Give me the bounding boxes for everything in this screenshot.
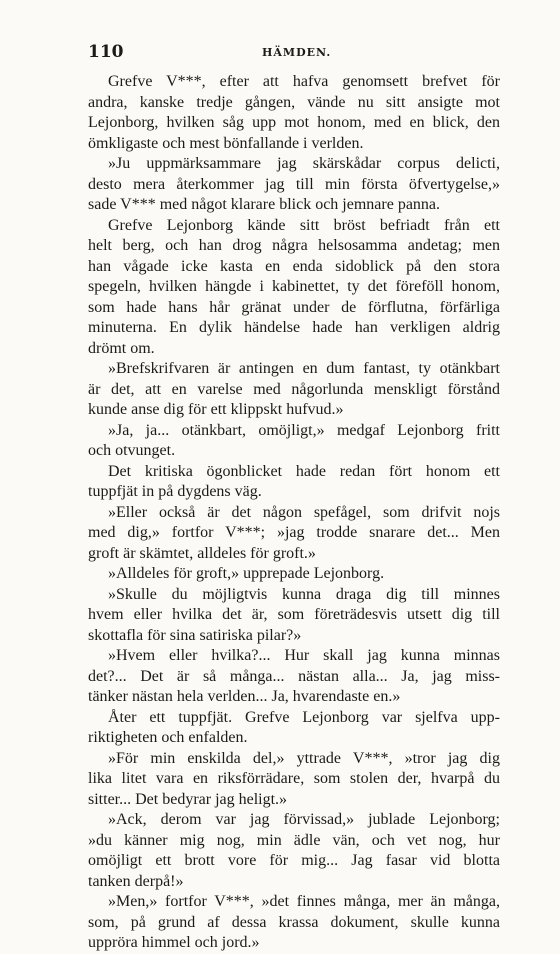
text-line: helt berg, och han drog några helsosamma andetag; men <box>88 237 500 254</box>
text-line: lika litet vara en riksförrädare, som stolen der, hvarpå du <box>88 770 500 787</box>
text-line: minuterna. En dylik händelse hade han verkligen aldrig <box>88 319 500 336</box>
text-line: med dig,» fortfor V***; »jag trodde snarare det... Men <box>88 524 500 541</box>
text-line: groft är skämtet, alldeles för groft.» <box>88 544 316 562</box>
text-line: »Eller också är det någon spefågel, som drifvit nojs <box>108 503 500 521</box>
text-line: är det, att en varelse med någorlunda menskligt förstånd <box>88 380 500 398</box>
text-line: han vågade icke kasta en enda sidoblick på den stora <box>88 257 500 275</box>
text-line: riktigheten och enfalden. <box>88 729 248 746</box>
text-line: kunde anse dig för ett klippskt hufvud.» <box>88 401 344 418</box>
text-line: och otvunget. <box>88 442 176 459</box>
page-header <box>0 42 560 64</box>
text-line: »För min enskilda del,» yttrade V***, »tror jag dig <box>108 749 500 767</box>
text-line: tanken derpå!» <box>88 872 184 890</box>
text-line: desto mera återkommer jag till min första öfvertygelse,» <box>88 175 500 193</box>
body-text <box>88 72 500 954</box>
text-line: Grefve Lejonborg kände sitt bröst befriadt från ett <box>108 216 500 234</box>
text-line: sitter... Det bedyrar jag heligt.» <box>88 790 288 808</box>
text-line: tuppfjät in på dygdens väg. <box>88 483 262 500</box>
page-number: 110 <box>88 42 124 62</box>
text-line: Lejonborg, hvilken såg upp mot honom, med en blick, den <box>88 114 500 131</box>
text-line: skottafla för sina satiriska pilar?» <box>88 626 302 644</box>
text-line: Grefve V***, efter att hafva genomsett brefvet för <box>108 73 500 90</box>
text-line: drömt om. <box>88 339 155 357</box>
text-line: »Ju uppmärksammare jag skärskådar corpus delicti, <box>108 155 500 172</box>
text-line: tänker nästan hela verlden... Ja, hvarendaste en.» <box>88 688 401 705</box>
running-title: HÄMDEN. <box>262 46 332 59</box>
text-line: »Skulle du möjligtvis kunna draga dig till minnes <box>108 585 500 603</box>
text-line: »Ja, ja... otänkbart, omöjligt,» medgaf Lejonborg fritt <box>108 421 500 439</box>
text-line: upprörа himmel och jord.» <box>88 934 260 951</box>
text-line: »Hvem eller hvilka?... Hur skall jag kunna minnas <box>108 647 500 664</box>
text-line: som, på grund af dessa krassa dokument, skulle kunna <box>88 913 500 931</box>
text-line: ömkligaste och mest bönfallande i verlden. <box>88 134 364 152</box>
text-line: »du känner mig nog, min ädle vän, och vet nog, hur <box>88 831 500 849</box>
text-line: Åter ett tuppfjät. Grefve Lejonborg var sjelfva upp- <box>108 708 500 726</box>
text-line: spegeln, hvilken hängde i kabinettet, ty det föreföll honom, <box>88 278 500 295</box>
text-line: Det kritiska ögonblicket hade redan fört honom ett <box>108 462 500 480</box>
text-line: »Alldeles för groft,» upprepade Lejonborg. <box>108 565 385 582</box>
text-line: hvem eller hvilka det är, som företrädesvis utsett dig till <box>88 606 500 623</box>
text-line: sade V*** med något klarare blick och jemnare panna. <box>88 196 441 213</box>
text-line: »Men,» fortfor V***, »det finnes många, mer än många, <box>108 893 500 910</box>
text-line: »Ack, derom var jag förvissad,» jublade Lejonborg; <box>108 811 500 828</box>
text-line: omöjligt ett brott vore för mig... Jag fasar vid blotta <box>88 852 500 869</box>
text-line: andra, kanske tredje gången, vände nu sitt ansigte mot <box>88 93 500 111</box>
text-line: det?... Det är så många... nästan alla... Ja, jag miss- <box>88 667 500 685</box>
text-line: som hade hans hår gränat under de förflutna, förfärliga <box>88 298 500 316</box>
text-line: »Brefskrifvaren är antingen en dum fantast, ty otänkbart <box>108 360 500 377</box>
